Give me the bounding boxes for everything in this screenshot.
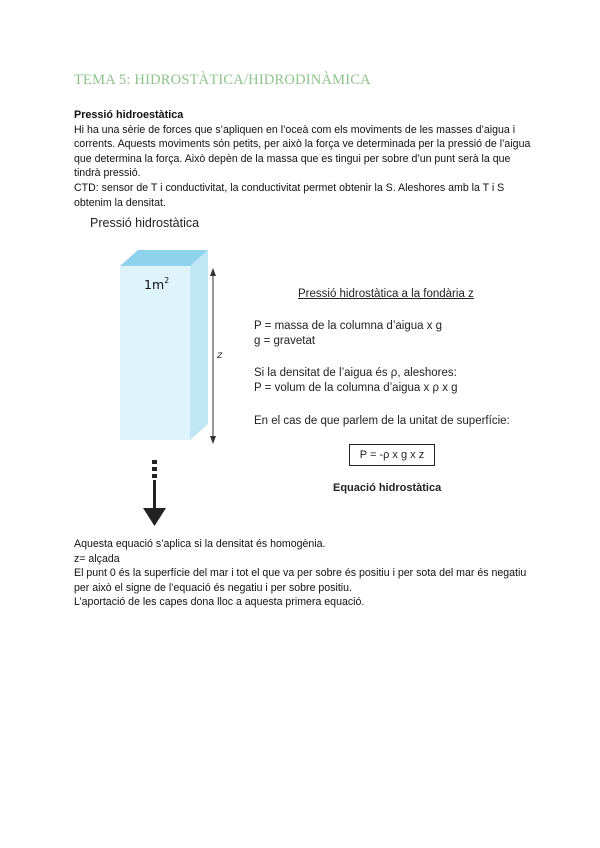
page-title: TEMA 5: HIDROSTÀTICA/HIDRODINÀMICA xyxy=(74,72,371,88)
formula-line-unit-surface: En el cas de que parlem de la unitat de superfície: xyxy=(254,415,510,427)
outro-line-layers: L’aportació de les capes dona lloc a aquesta primera equació. xyxy=(74,596,365,609)
ctd-paragraph: CTD: sensor de T i conductivitat, la conductivitat permet obtenir la S. Aleshores amb la T i S obtenim la densitat. xyxy=(74,181,505,209)
depth-arrow-head-bottom xyxy=(210,436,216,444)
column-front-face xyxy=(120,266,190,440)
formula-line-gravity: g = gravetat xyxy=(254,335,316,347)
formula-title: Pressió hidrostàtica a la fondària z xyxy=(298,288,474,300)
formula-line-density: Si la densitat de l’aigua és ρ, aleshores: xyxy=(254,367,457,379)
formula-line-mass: P = massa de la columna d’aigua x g xyxy=(254,320,443,332)
section-heading: Pressió hidroestàtica xyxy=(74,109,184,121)
outro-line-sign: El punt 0 és la superfície del mar i tot el que va per sobre és positiu i per sota del mar és negatiu per això el signe de l’equació és negatiu i per sobre positiu. xyxy=(74,567,527,594)
area-label: $1m^2$ xyxy=(144,276,170,292)
depth-label: z xyxy=(217,350,223,361)
downward-arrow-icon xyxy=(143,460,166,526)
outro-section xyxy=(74,537,534,610)
intro-section xyxy=(74,108,534,210)
hydrostatic-equation-box: P = -ρ x g x z xyxy=(349,444,435,466)
water-column-figure xyxy=(100,250,230,530)
intro-paragraph: Hi ha una sèrie de forces que s’apliquen en l’oceà com els moviments de les masses d’aigua i corrents. Aquests moviments són petits, per això la força ve determinada per la pressió de l’aigua que determina la força. Això depèn de la massa que es tingui per sobre d’un punt serà la que tindrà pressió. xyxy=(74,123,531,180)
formula-line-volume: P = volum de la columna d’aigua x ρ x g xyxy=(254,382,458,394)
equation-label: Equació hidrostàtica xyxy=(333,482,442,494)
column-side-face xyxy=(190,250,208,440)
outro-line-z: z= alçada xyxy=(74,552,120,565)
outro-line-homogeneous: Aquesta equació s’aplica si la densitat és homogènia. xyxy=(74,538,326,550)
depth-arrow-head-top xyxy=(210,268,216,276)
figure-title: Pressió hidrostàtica xyxy=(90,216,200,230)
